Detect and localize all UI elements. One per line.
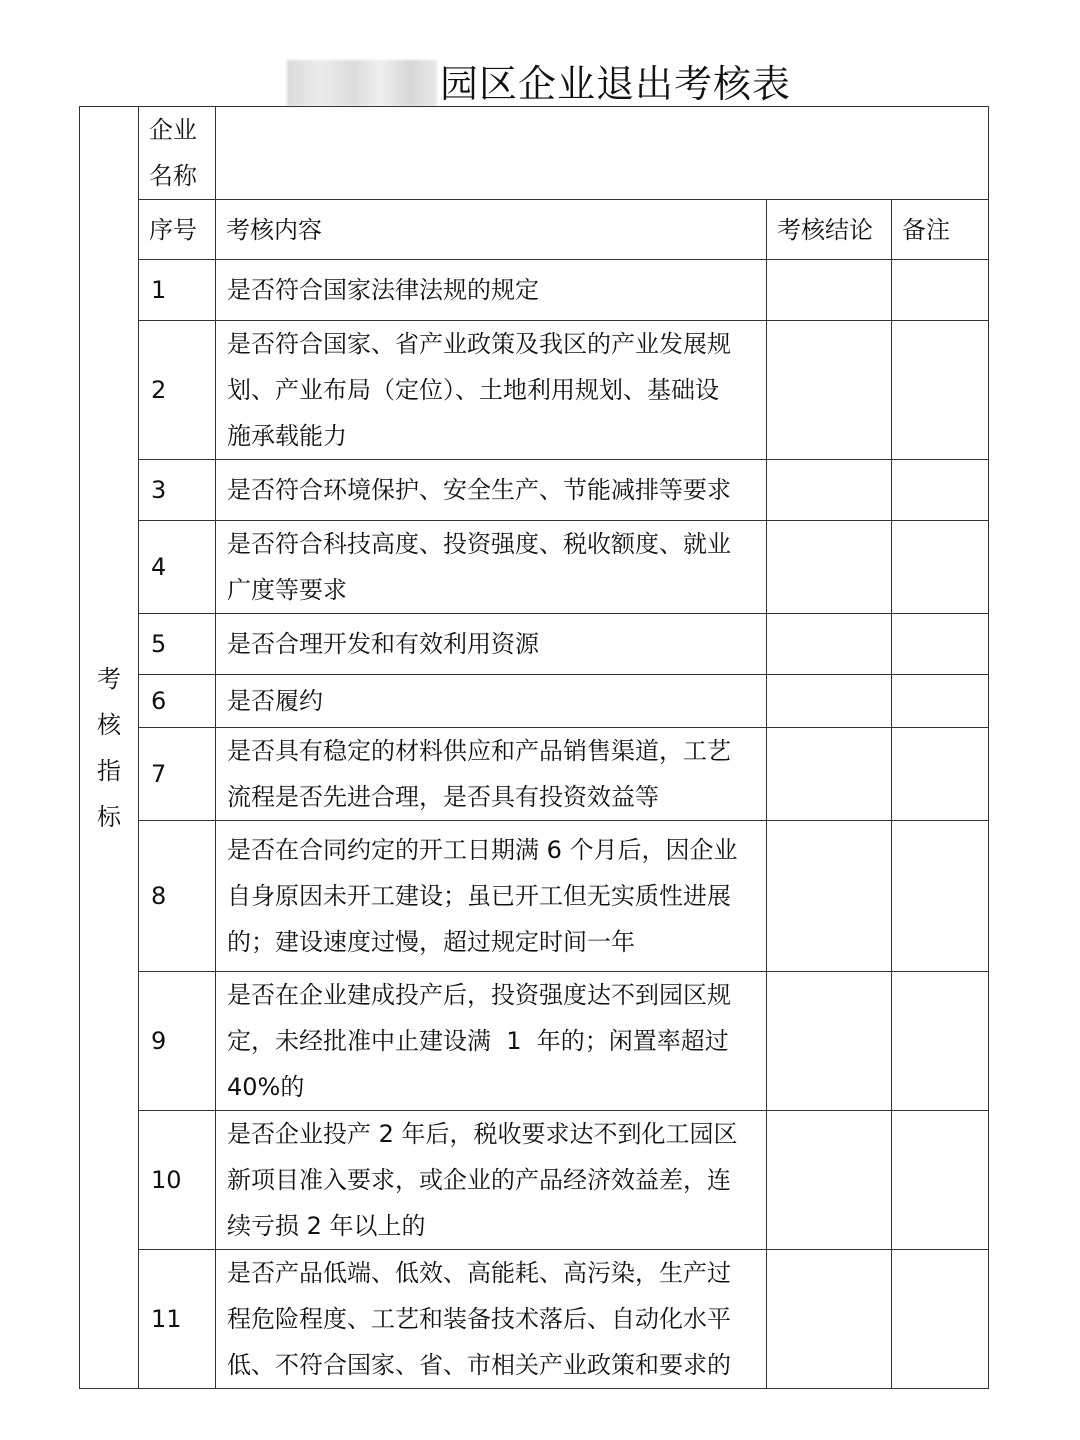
row-content-line: 是否产品低端、低效、高能耗、高污染，生产过 (227, 1259, 731, 1287)
row-note-cell[interactable] (892, 260, 989, 321)
row-seq: 9 (139, 972, 216, 1111)
row-note-cell[interactable] (892, 1111, 989, 1250)
row-note-cell[interactable] (892, 321, 989, 460)
row-content-line: 是否符合国家法律法规的规定 (227, 276, 539, 304)
table-row (80, 821, 989, 972)
row-content-line: 程危险程度、工艺和装备技术落后、自动化水平 (227, 1305, 731, 1333)
side-label-char: 标 (97, 802, 121, 831)
row-content (216, 972, 767, 1111)
row-content-line: 是否合理开发和有效利用资源 (227, 630, 539, 658)
row-content-line: 40%的 (227, 1073, 305, 1101)
row-content (216, 260, 767, 321)
row-seq: 2 (139, 321, 216, 460)
row-note-cell[interactable] (892, 460, 989, 521)
row-note-cell[interactable] (892, 614, 989, 675)
row-content-line: 新项目准入要求，或企业的产品经济效益差，连 (227, 1166, 731, 1194)
row-content (216, 614, 767, 675)
header-conclusion: 考核结论 (767, 200, 892, 260)
row-content-line: 续亏损 2 年以上的 (227, 1212, 426, 1240)
row-seq: 7 (139, 728, 216, 821)
company-name-value[interactable] (216, 107, 989, 200)
table-row (80, 521, 989, 614)
row-content-line: 是否在合同约定的开工日期满 6 个月后，因企业 (227, 836, 738, 864)
header-row (80, 200, 989, 260)
row-seq: 11 (139, 1250, 216, 1389)
row-note-cell[interactable] (892, 821, 989, 972)
table-row (80, 260, 989, 321)
row-content-line: 定，未经批准中止建设满 1 年的；闲置率超过 (227, 1027, 729, 1055)
row-content (216, 521, 767, 614)
row-conclusion-cell[interactable] (767, 821, 892, 972)
company-row (80, 107, 989, 200)
row-seq: 4 (139, 521, 216, 614)
row-content (216, 321, 767, 460)
row-content (216, 675, 767, 728)
row-conclusion-cell[interactable] (767, 460, 892, 521)
row-seq: 1 (139, 260, 216, 321)
row-content (216, 460, 767, 521)
row-content-line: 流程是否先进合理，是否具有投资效益等 (227, 783, 659, 811)
table-row (80, 614, 989, 675)
assessment-table (79, 106, 989, 1389)
row-seq: 5 (139, 614, 216, 675)
table-row (80, 1250, 989, 1389)
side-label (80, 107, 139, 1389)
row-content-line: 的；建设速度过慢，超过规定时间一年 (227, 928, 635, 956)
redacted-region (287, 60, 437, 106)
company-label-line: 企业 (149, 116, 197, 144)
row-content-line: 是否履约 (227, 687, 323, 715)
table-row (80, 321, 989, 460)
side-label-char: 核 (97, 710, 121, 739)
header-seq: 序号 (139, 200, 216, 260)
row-note-cell[interactable] (892, 675, 989, 728)
side-label-char: 考 (97, 664, 121, 693)
row-seq: 10 (139, 1111, 216, 1250)
row-seq: 3 (139, 460, 216, 521)
row-content-line: 低、不符合国家、省、市相关产业政策和要求的 (227, 1351, 731, 1379)
table-row (80, 972, 989, 1111)
row-content (216, 1250, 767, 1389)
row-content-line: 是否在企业建成投产后，投资强度达不到园区规 (227, 981, 731, 1009)
company-name-label (139, 107, 216, 200)
table-row (80, 728, 989, 821)
row-conclusion-cell[interactable] (767, 972, 892, 1111)
row-content-line: 是否符合科技高度、投资强度、税收额度、就业 (227, 530, 731, 558)
row-conclusion-cell[interactable] (767, 1250, 892, 1389)
row-content-line: 是否符合国家、省产业政策及我区的产业发展规 (227, 330, 731, 358)
row-content-line: 是否符合环境保护、安全生产、节能减排等要求 (227, 476, 731, 504)
row-conclusion-cell[interactable] (767, 675, 892, 728)
header-note: 备注 (892, 200, 989, 260)
row-seq: 6 (139, 675, 216, 728)
header-content: 考核内容 (216, 200, 767, 260)
row-content-line: 施承载能力 (227, 422, 347, 450)
row-conclusion-cell[interactable] (767, 321, 892, 460)
row-content (216, 728, 767, 821)
side-label-char: 指 (97, 756, 121, 785)
title-area (0, 54, 1080, 114)
row-content-line: 自身原因未开工建设；虽已开工但无实质性进展 (227, 882, 731, 910)
row-conclusion-cell[interactable] (767, 521, 892, 614)
table-row (80, 675, 989, 728)
row-seq: 8 (139, 821, 216, 972)
row-note-cell[interactable] (892, 521, 989, 614)
table-row (80, 1111, 989, 1250)
row-note-cell[interactable] (892, 728, 989, 821)
row-conclusion-cell[interactable] (767, 260, 892, 321)
company-label-line: 名称 (149, 162, 197, 190)
row-content (216, 821, 767, 972)
row-conclusion-cell[interactable] (767, 728, 892, 821)
row-content-line: 广度等要求 (227, 576, 347, 604)
table-row (80, 460, 989, 521)
row-content (216, 1111, 767, 1250)
row-note-cell[interactable] (892, 972, 989, 1111)
row-content-line: 是否企业投产 2 年后，税收要求达不到化工园区 (227, 1120, 738, 1148)
document-title: 园区企业退出考核表 (440, 62, 792, 106)
row-conclusion-cell[interactable] (767, 614, 892, 675)
row-content-line: 是否具有稳定的材料供应和产品销售渠道，工艺 (227, 737, 731, 765)
row-conclusion-cell[interactable] (767, 1111, 892, 1250)
row-content-line: 划、产业布局（定位）、土地利用规划、基础设 (227, 376, 719, 404)
row-note-cell[interactable] (892, 1250, 989, 1389)
